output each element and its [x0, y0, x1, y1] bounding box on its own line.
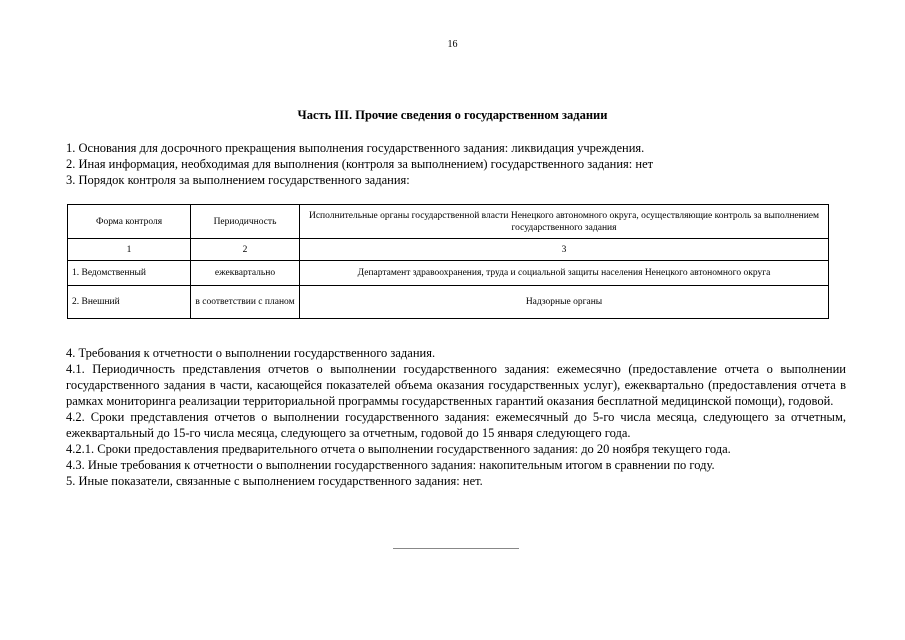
page-number: 16 — [447, 39, 458, 50]
footer-divider — [393, 548, 519, 549]
cell-periodicity: в соответствии с планом — [191, 286, 300, 319]
termination-grounds: 1. Основания для досрочного прекращения выполнения государственного задания: ликвидация учреждения. — [66, 141, 645, 155]
header-executive-bodies: Исполнительные органы государственной власти Ненецкого автономного округа, осуществляющие контроль за выполнением государственного задания — [300, 205, 829, 239]
part-title: Часть III. Прочие сведения о государственном задании — [297, 108, 608, 122]
column-number: 3 — [300, 239, 829, 261]
table-row — [68, 286, 829, 319]
cell-control-form: 1. Ведомственный — [68, 261, 191, 286]
intro-section — [66, 140, 846, 188]
cell-periodicity: ежеквартально — [191, 261, 300, 286]
control-table — [67, 204, 829, 319]
table-header-row — [68, 205, 829, 239]
reporting-requirements-section — [66, 345, 846, 489]
table-column-numbers-row — [68, 239, 829, 261]
reporting-requirements-heading: 4. Требования к отчетности о выполнении государственного задания. — [66, 346, 436, 360]
control-procedure-heading: 3. Порядок контроля за выполнением государственного задания: — [66, 173, 410, 187]
header-periodicity: Периодичность — [191, 205, 300, 239]
header-control-form: Форма контроля — [68, 205, 191, 239]
preliminary-report-deadline: 4.2.1. Сроки предоставления предварительного отчета о выполнении государственного задания: до 20 ноября текущего года. — [66, 442, 731, 456]
reporting-deadlines: 4.2. Сроки представления отчетов о выполнении государственного задания: ежемесячный до 5-го числа месяца, следующего за отчетным, ежеквартальный до 15-го числа месяца, следующего за отчетным, годовой до 15 января следующего года. — [66, 410, 846, 440]
other-information: 2. Иная информация, необходимая для выполнения (контроля за выполнением) государственного задания: нет — [66, 157, 654, 171]
column-number: 2 — [191, 239, 300, 261]
cell-executive-body: Департамент здравоохранения, труда и социальной защиты населения Ненецкого автономного округа — [300, 261, 829, 286]
column-number: 1 — [68, 239, 191, 261]
other-reporting-requirements: 4.3. Иные требования к отчетности о выполнении государственного задания: накопительным итогом в сравнении по году. — [66, 458, 715, 472]
reporting-periodicity: 4.1. Периодичность представления отчетов о выполнении государственного задания: ежемесячно (предоставление отчета о выполнении государственного задания в части, касающейся показателей объема оказания государственных услуг), ежеквартально (предоставления отчета в рамках мониторинга реализации территориальной программы государственных гарантий оказания бесплатной медицинской помощи), годовой. — [66, 362, 846, 408]
cell-control-form: 2. Внешний — [68, 286, 191, 319]
other-indicators: 5. Иные показатели, связанные с выполнением государственного задания: нет. — [66, 474, 483, 488]
cell-executive-body: Надзорные органы — [300, 286, 829, 319]
table-row — [68, 261, 829, 286]
